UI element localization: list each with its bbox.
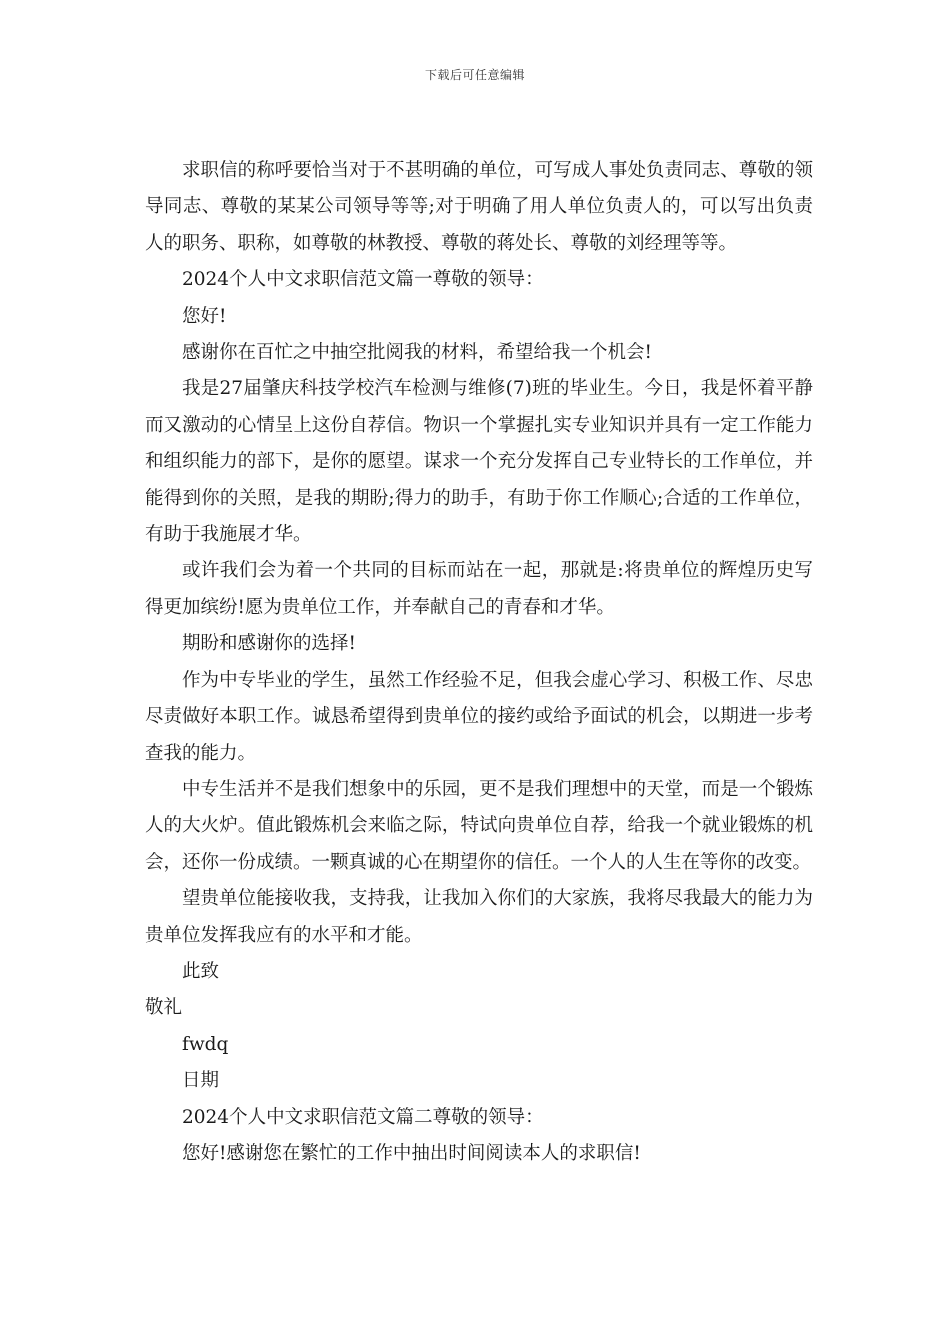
paragraph-regards: 敬礼 [145,997,183,1019]
paragraph-letter-two-title: 2024个人中文求职信范文篇二尊敬的领导： [182,1106,544,1128]
paragraph-letter-one-title: 2024个人中文求职信范文篇一尊敬的领导： [182,269,544,291]
paragraph-introduction: 我是27届肇庆科技学校汽车检测与维修(7)班的毕业生。今日，我是怀着平静而又激动的心情呈上这份自荐信。物识一个掌握扎实专业知识并具有一定工作能力和组织能力的部下，是你的愿望。谋求一个充分发挥自己专业特长的工作单位，并能得到你的关照，是我的期盼;得力的助手，有助于你工作顺心;合适的工作单位，有助于我施展才华。 [145,378,813,546]
paragraph-letter-two-greeting: 您好!感谢您在繁忙的工作中抽出时间阅读本人的求职信! [182,1142,641,1164]
paragraph-hope: 期盼和感谢你的选择! [182,633,356,655]
paragraph-thanks: 感谢你在百忙之中抽空批阅我的材料，希望给我一个机会! [182,342,652,364]
paragraph-greeting: 您好! [182,305,227,327]
paragraph-student-life: 中专生活并不是我们想象中的乐园，更不是我们理想中的天堂，而是一个锻炼人的大火炉。值此锻炼机会来临之际，特试向贵单位自荐，给我一个就业锻炼的机会，还你一份成绩。一颗真诚的心在期望你的信任。一个人的人生在等你的改变。 [145,778,813,873]
document-body [145,153,813,1172]
paragraph-request: 望贵单位能接收我，支持我，让我加入你们的大家族，我将尽我最大的能力为贵单位发挥我应有的水平和才能。 [145,888,813,946]
paragraph-date: 日期 [182,1070,220,1092]
paragraph-common-goal: 或许我们会为着一个共同的目标而站在一起，那就是:将贵单位的辉煌历史写得更加缤纷!愿为贵单位工作，并奉献自己的青春和才华。 [145,560,813,618]
paragraph-closing: 此致 [182,960,220,982]
paragraph-signature: fwdq [182,1033,229,1055]
paragraph-experience: 作为中专毕业的学生，虽然工作经验不足，但我会虚心学习、积极工作、尽忠尽责做好本职工作。诚恳希望得到贵单位的接约或给予面试的机会，以期进一步考查我的能力。 [145,669,813,764]
page-header: 下载后可任意编辑 [424,68,525,82]
paragraph-salutation-advice: 求职信的称呼要恰当对于不甚明确的单位，可写成人事处负责同志、尊敬的领导同志、尊敬的某某公司领导等等;对于明确了用人单位负责人的，可以写出负责人的职务、职称，如尊敬的林教授、尊敬的蒋处长、尊敬的刘经理等等。 [145,160,813,254]
